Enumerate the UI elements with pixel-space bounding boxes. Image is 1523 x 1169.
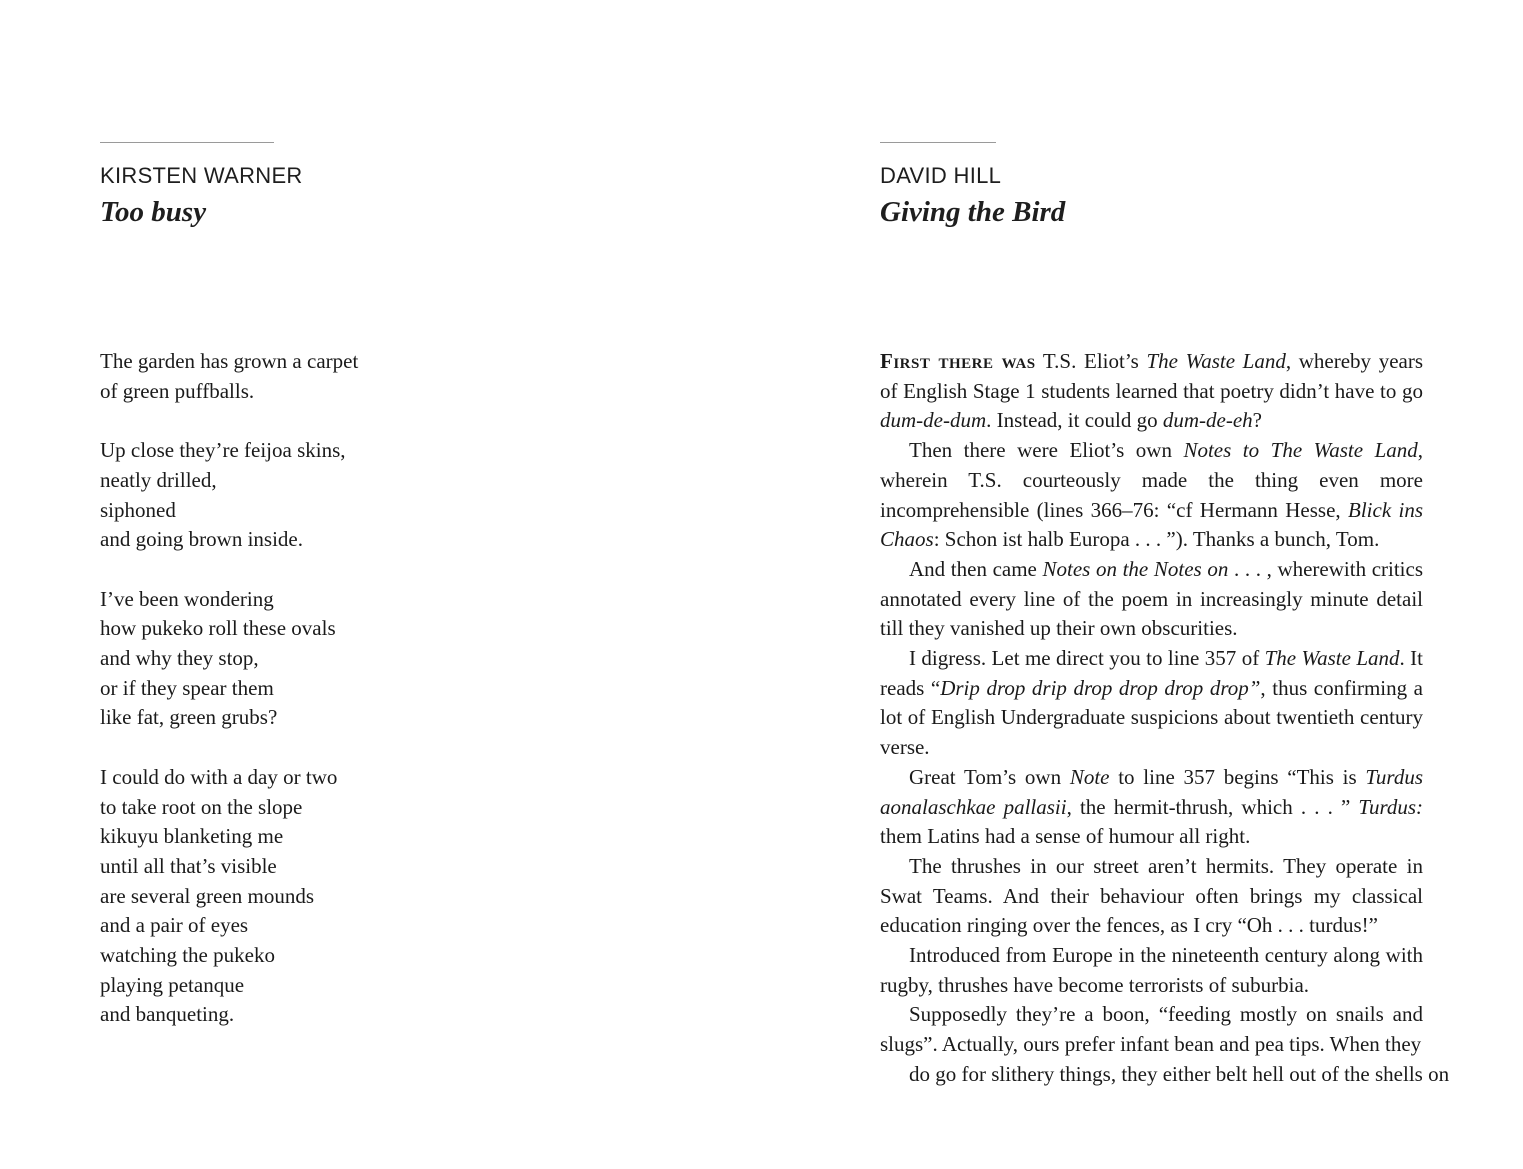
paragraph <box>880 436 1423 555</box>
italic-run: dum-de-eh <box>1162 408 1253 433</box>
author-name: KIRSTEN WARNER <box>100 163 303 188</box>
poem-title: Too busy <box>100 196 207 228</box>
stanza <box>100 585 358 734</box>
poem-line: like fat, green grubs? <box>100 705 278 730</box>
poem-line: The garden has grown a carpet <box>100 349 359 373</box>
poem-line: or if they spear them <box>100 675 274 700</box>
poem-line: I could do with a day or two <box>100 764 338 789</box>
paragraph <box>880 1000 1450 1089</box>
poem-line: and banqueting. <box>100 1002 235 1027</box>
text-run: , wherein T.S. courteously made the thing even more incomprehensible (lines 366–76: “cf Hermann Hesse, <box>880 438 1423 522</box>
text-run: I digress. Let me direct you to line 357 of <box>909 646 1265 671</box>
text-run: Introduced from Europe in the nineteenth century along with rugby, thrushes have become terrorists of suburbia. <box>880 943 1423 997</box>
italic-run: Blick ins Chaos <box>880 497 1423 552</box>
stanza <box>100 763 358 1030</box>
text-run: Great Tom’s own <box>909 764 1070 789</box>
header-rule <box>100 142 274 143</box>
essay-body <box>880 347 1450 1090</box>
text-run: . . . , wherewith critics annotated every line of the poem in increasingly minute detail till they vanished up their own obscurities. <box>880 556 1424 641</box>
text-run: , the hermit-thrush, which . . . ” <box>1066 794 1359 819</box>
poem-line: to take root on the slope <box>100 794 303 819</box>
poem-line: until all that’s visible <box>100 853 277 878</box>
poem-line: siphoned <box>100 497 176 522</box>
text-run: : Schon ist halb Europa . . . ”). Thanks a bunch, Tom. <box>933 527 1380 552</box>
text-run: . Instead, it could go <box>986 408 1163 433</box>
poem-line: and why they stop, <box>100 646 259 670</box>
page-end-line: do go for slithery things, they either belt hell out of the shells on <box>909 1061 1450 1086</box>
poem-line: are several green mounds <box>100 883 314 908</box>
italic-run: Notes to The Waste Land <box>1183 438 1418 463</box>
poem-line: how pukeko roll these ovals <box>100 616 336 641</box>
text-run: Then there were Eliot’s own <box>909 438 1184 463</box>
poem-line: and a pair of eyes <box>100 913 249 938</box>
paragraph <box>880 852 1423 941</box>
italic-run: dum-de-dum <box>880 408 987 433</box>
paragraph <box>880 763 1423 852</box>
italic-run: Turdus aonalaschkae pallasii <box>880 764 1423 819</box>
essay-title: Giving the Bird <box>880 196 1066 228</box>
author-name: DAVID HILL <box>880 163 1002 188</box>
italic-run: Drip drop drip drop drop drop drop” <box>940 675 1261 700</box>
italic-run: Note <box>1069 764 1110 789</box>
text-run: And then came <box>909 556 1043 581</box>
lead-in: First there was <box>880 349 1036 373</box>
italic-run: The Waste Land <box>1146 349 1286 373</box>
text-run: , thus confirming a lot of English Undergraduate suspicions about twentieth century verse. <box>880 675 1424 760</box>
poem-line: of green puffballs. <box>100 378 255 403</box>
paragraph <box>880 347 1423 436</box>
text-run: Supposedly they’re a boon, “feeding mostly on snails and slugs”. Actually, ours prefer infant bean and pea tips. When they <box>880 1002 1423 1057</box>
text-run: , whereby years of English Stage 1 students learned that poetry didn’t have to go <box>880 349 1423 403</box>
poem-line: Up close they’re feijoa skins, <box>100 438 346 463</box>
paragraph <box>880 644 1423 763</box>
poem-line: playing petanque <box>100 972 245 997</box>
text-run: . It reads “ <box>880 646 1424 700</box>
stanza <box>100 436 358 555</box>
poem-line: watching the pukeko <box>100 943 275 968</box>
text-run: to line 357 begins “This is <box>1109 764 1366 789</box>
poem-line: and going brown inside. <box>100 527 303 552</box>
poem-line: I’ve been wondering <box>100 586 274 611</box>
paragraph <box>880 555 1423 644</box>
poem-body <box>100 347 358 1030</box>
right-page <box>880 0 1450 1169</box>
text-run: them Latins had a sense of humour all right. <box>880 824 1251 849</box>
header-rule <box>880 142 996 143</box>
left-page <box>100 0 700 1169</box>
paragraph <box>880 941 1423 1000</box>
poem-line: neatly drilled, <box>100 467 217 492</box>
italic-run: The Waste Land <box>1264 646 1400 671</box>
italic-run: Notes on the Notes on <box>1042 556 1229 581</box>
text-run: ? <box>1252 408 1262 433</box>
text-run: T.S. Eliot’s <box>1035 349 1147 373</box>
poem-line: kikuyu blanketing me <box>100 824 284 849</box>
italic-run: Turdus: <box>1358 794 1424 819</box>
stanza <box>100 347 358 406</box>
text-run: The thrushes in our street aren’t hermits. They operate in Swat Teams. And their behaviour often brings my classical education ringing over the fences, as I cry “Oh . . . turdus!” <box>880 853 1423 938</box>
